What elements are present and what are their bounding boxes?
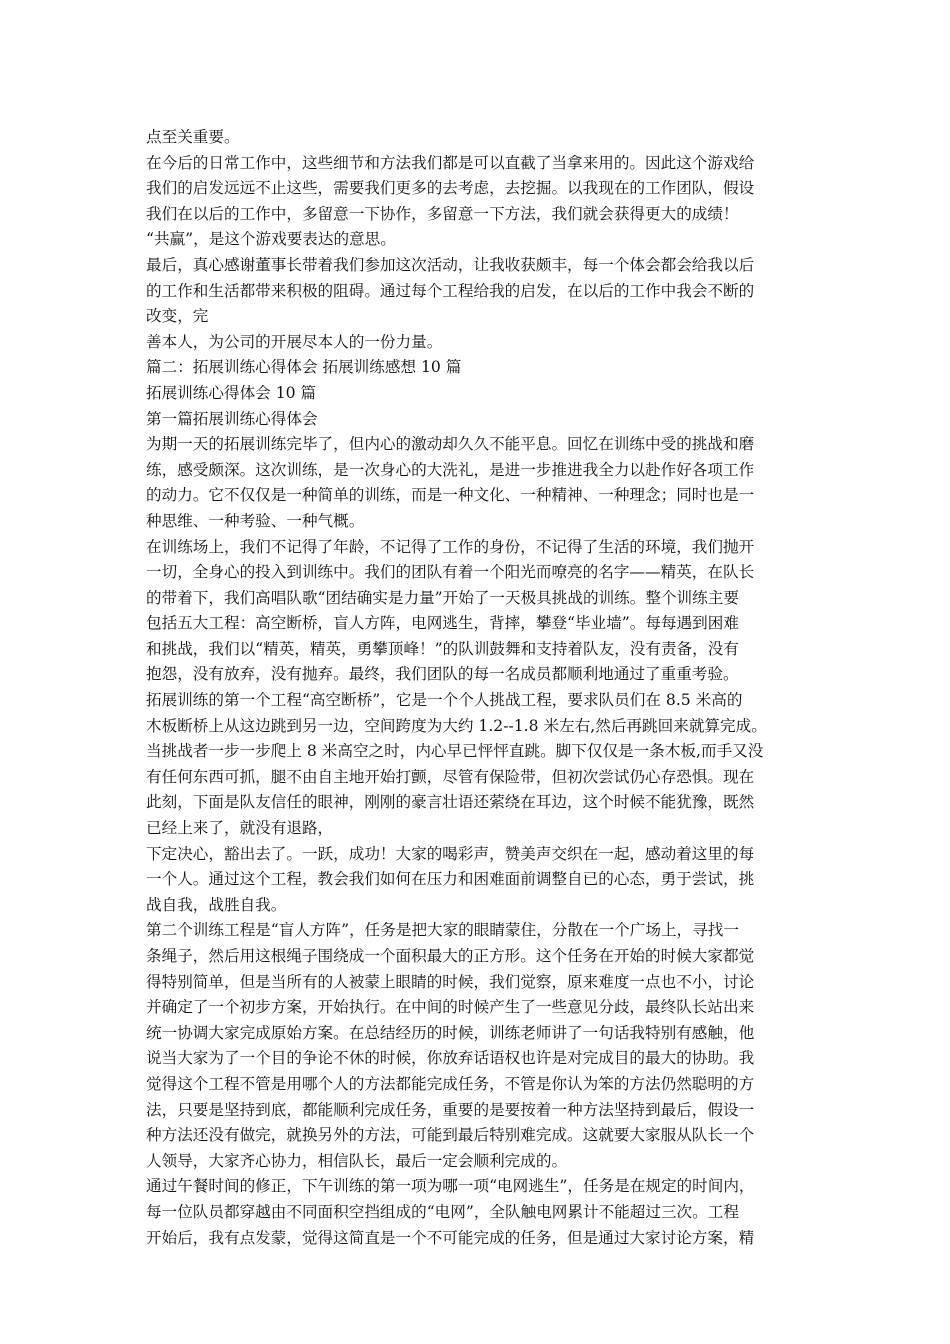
text-line: 觉得这个工程不管是用哪个人的方法都能完成任务，不管是你认为笨的方法仍然聪明的方 [146,1074,755,1093]
text-line: 抱怨，没有放弃，没有抛弃。最终，我们团队的每一名成员都顺利地通过了重重考验。 [146,665,739,684]
text-line: 练，感受颇深。这次训练，是一次身心的大洗礼，是进一步推进我全力以赴作好各项工作 [146,460,755,479]
text-line: 一切，全身心的投入到训练中。我们的团队有着一个阳光而嘹亮的名字——精英，在队长 [146,563,755,582]
text-line: 善本人，为公司的开展尽本人的一份力量。 [146,332,443,351]
text-line: 篇二：拓展训练心得体会 拓展训练感想 10 篇 [146,358,462,377]
text-line: 并确定了一个初步方案，开始执行。在中间的时候产生了一些意见分歧，最终队长站出来 [146,998,755,1017]
text-line: 人领导，大家齐心协力，相信队长，最后一定会顺利完成的。 [146,1151,568,1170]
text-line: 一个人。通过这个工程，教会我们如何在压力和困难面前调整自已的心态，勇于尝试，挑 [146,870,755,889]
text-line: 已经上来了，就没有退路， [146,819,334,838]
text-line: 我们在以后的工作中，多留意一下协作，多留意一下方法，我们就会获得更大的成绩！ [146,204,739,223]
text-line: 统一协调大家完成原始方案。在总结经历的时候，训练老师讲了一句话我特别有感触，他 [146,1023,755,1042]
text-line: 种思维、一种考验、一种气概。 [146,511,365,530]
text-line: 拓展训练的第一个工程“高空断桥”，它是一个个人挑战工程，要求队员们在 8.5 米高的 [146,691,743,710]
text-line: 和挑战，我们以“精英，精英，勇攀顶峰！”的队训鼓舞和支持着队友，没有责备，没有 [146,639,739,658]
text-line: 的带着下，我们高唱队歌“团结确实是力量”开始了一天极具挑战的训练。整个训练主要 [146,588,739,607]
text-line: 说当大家为了一个目的争论不休的时候，你放弃话语权也许是对完成目的最大的协助。我 [146,1049,755,1068]
text-line: 第一篇拓展训练心得体会 [146,409,318,428]
text-line: 在训练场上，我们不记得了年龄，不记得了工作的身份，不记得了生活的环境，我们抛开 [146,537,755,556]
text-line: 每一位队员都穿越由不同面积空挡组成的“电网”，全队触电网累计不能超过三次。工程 [146,1202,739,1221]
text-line: 的动力。它不仅仅是一种简单的训练，而是一种文化、一种精神、一种理念；同时也是一 [146,486,755,505]
text-line: 在今后的日常工作中，这些细节和方法我们都是可以直截了当拿来用的。因此这个游戏给 [146,153,755,172]
text-line: 我们的启发远远不止这些，需要我们更多的去考虑，去挖掘。以我现在的工作团队，假设 [146,179,755,198]
text-line: 最后，真心感谢董事长带着我们参加这次活动，让我收获颇丰，每一个体会都会给我以后 [146,255,755,274]
text-line: 当挑战者一步一步爬上 8 米高空之时，内心早已怦怦直跳。脚下仅仅是一条木板,而手又没 [146,742,764,761]
text-line: 条绳子，然后用这根绳子围绕成一个面积最大的正方形。这个任务在开始的时候大家都觉 [146,947,755,965]
text-line: 战自我，战胜自我。 [146,895,287,914]
text-line: 下定决心，豁出去了。一跃，成功！大家的喝彩声，赞美声交织在一起，感动着这里的每 [146,844,755,863]
text-line: 木板断桥上从这边跳到另一边，空间跨度为大约 1.2--1.8 米左右,然后再跳回来就算完成。 [146,716,767,735]
text-line: 改变，完 [146,307,209,326]
text-line: 种方法还没有做完，就换另外的方法，可能到最后特别难完成。这就要大家服从队长一个 [146,1126,755,1145]
text-line: 得特别简单，但是当所有的人被蒙上眼睛的时候，我们觉察，原来难度一点也不小，讨论 [146,972,755,991]
text-line: 拓展训练心得体会 10 篇 [146,383,317,402]
text-line: 法，只要是坚持到底，都能顺利完成任务，重要的是要按着一种方法坚持到最后，假设一 [146,1100,755,1119]
text-line: 第二个训练工程是“盲人方阵”，任务是把大家的眼睛蒙住，分散在一个广场上，寻找一 [146,921,739,940]
text-line: 通过午餐时间的修正，下午训练的第一项为哪一项“电网逃生”，任务是在规定的时间内， [146,1177,755,1196]
document-body [146,125,816,1251]
text-line: “共赢”，是这个游戏要表达的意思。 [146,230,396,249]
text-line: 有任何东西可抓，腿不由自主地开始打颤，尽管有保险带，但初次尝试仍心存恐惧。现在 [146,767,755,786]
text-line: 开始后，我有点发蒙，觉得这简直是一个不可能完成的任务，但是通过大家讨论方案，精 [146,1228,755,1247]
text-line: 此刻，下面是队友信任的眼神，刚刚的豪言壮语还萦绕在耳边，这个时候不能犹豫，既然 [146,793,755,812]
text-line: 包括五大工程：高空断桥，盲人方阵，电网逃生，背摔，攀登“毕业墙”。每每遇到困难 [146,614,739,633]
text-line: 为期一天的拓展训练完毕了，但内心的激动却久久不能平息。回忆在训练中受的挑战和磨 [146,435,755,454]
text-line: 的工作和生活都带来积极的阻碍。通过每个工程给我的启发，在以后的工作中我会不断的 [146,281,755,300]
text-line: 点至关重要。 [146,128,240,146]
